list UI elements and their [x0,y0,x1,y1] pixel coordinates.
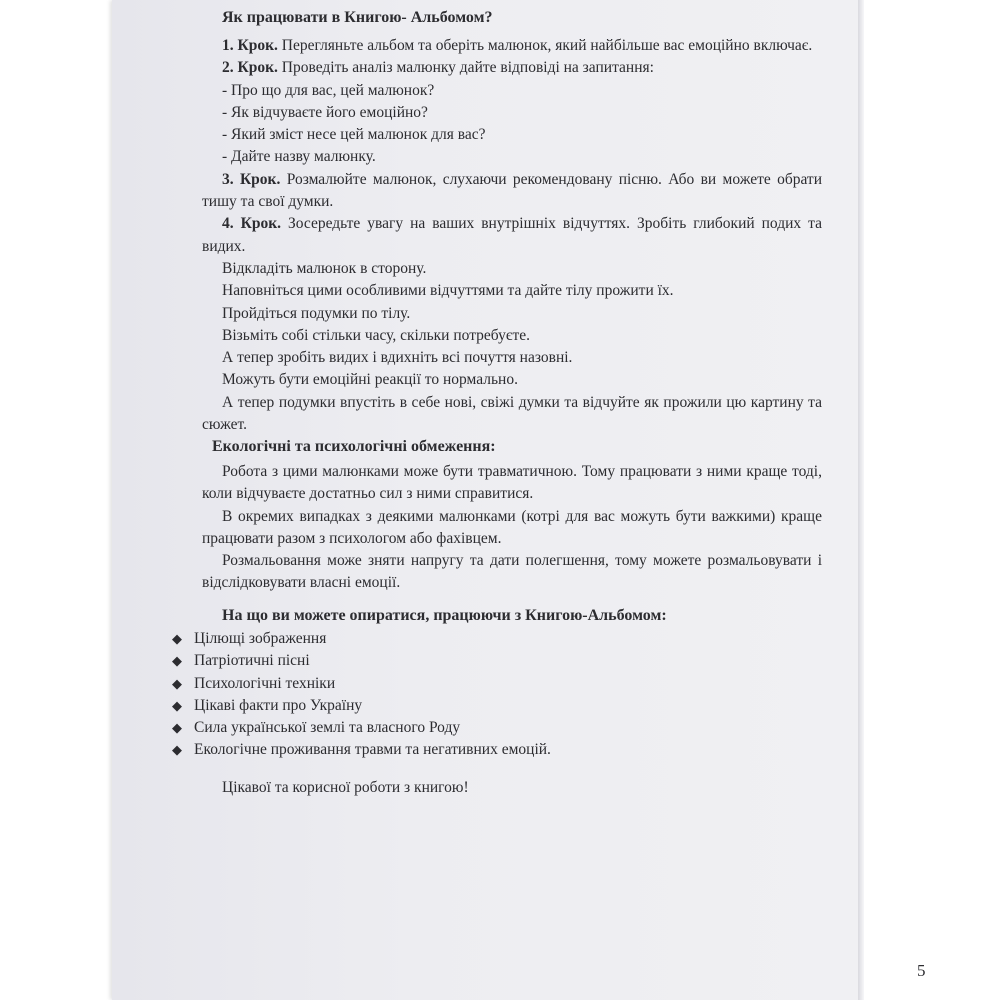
limit-2: В окремих випадках з деякими малюнками (котрі для вас можуть бути важкими) краще працювати разом з психологом або фахівцем. [202,507,822,547]
step-3-text: Розмалюйте малюнок, слухаючи рекомендовану пісню. Або ви можете обрати тишу та свої думки. [202,170,823,211]
diamond-bullet-icon: ◆ [172,631,182,646]
step-2-text: Проведіть аналіз малюнку дайте відповіді на запитання: [281,59,654,77]
question-2: - Як відчуваєте його емоційно? [222,103,428,121]
step-4-label: 4. Крок. [222,215,282,233]
question-3: - Який зміст несе цей малюнок для вас? [222,126,486,144]
list-item [172,628,551,650]
list-item [172,650,551,672]
diamond-bullet-icon: ◆ [172,697,182,713]
step-4 [202,213,822,258]
step-3-label: 3. Крок. [222,170,281,188]
step-4-final: А тепер подумки впустіть в себе нові, свіжі думки та відчуйте як прожили цю картину та сюжет. [202,393,822,434]
book-page [112,0,926,1000]
list-item-label: Цілющі зображення [194,630,327,647]
list-item-label: Сила української землі та власного Роду [194,719,461,737]
list-item [172,717,551,739]
limit-1: Робота з цими малюнками може бути травматичною. Тому працювати з ними краще тоді, коли відчуваєте достатньо сил з ними справитися. [202,463,822,503]
list-item-label: Екологічне проживання травми та негативних емоцій. [194,741,551,759]
step-4-text: Зосередьте увагу на ваших внутрішніх відчуттях. Зробіть глибокий подих та видих. [202,215,822,255]
main-heading: Як працювати в Книгою- Альбомом? [222,9,493,26]
diamond-bullet-icon: ◆ [172,653,182,669]
diamond-bullet-icon: ◆ [172,720,182,736]
list-item [172,695,551,717]
step-4-line-6: Можуть бути емоційні реакції то нормально. [222,371,518,389]
step-1-label: 1. Крок. [222,37,278,54]
diamond-bullet-icon: ◆ [172,675,182,691]
step-4-line-2: Наповніться цими особливими відчуттями та дайте тілу прожити їх. [222,282,674,300]
steps-section [202,35,822,436]
list-item [172,739,551,761]
step-1 [202,35,822,57]
list-item [172,673,551,695]
step-1-text: Перегляньте альбом та оберіть малюнок, який найбільше вас емоційно включає. [281,37,813,54]
page-edge [858,0,864,1000]
step-4-line-1: Відкладіть малюнок в сторону. [222,259,427,277]
closing-text: Цікавої та корисної роботи з книгою! [222,779,469,796]
support-list [172,628,551,762]
limits-section [202,461,822,595]
list-item-label: Цікаві факти про Україну [194,696,363,714]
page-number: 5 [917,961,926,980]
question-1: - Про що для вас, цей малюнок? [222,81,435,99]
step-2 [202,57,822,79]
list-item-label: Психологічні техніки [194,674,336,692]
step-4-line-5: А тепер зробіть видих і вдихніть всі почуття назовні. [222,349,573,367]
step-3 [202,169,822,214]
list-item-label: Патріотичні пісні [194,652,310,670]
step-4-line-4: Візьміть собі стільки часу, скільки потребуєте. [222,326,531,344]
limits-heading: Екологічні та психологічні обмеження: [212,438,496,455]
step-4-line-3: Пройдіться подумки по тілу. [222,304,411,322]
step-2-label: 2. Крок. [222,59,278,77]
limit-3: Розмальовання може зняти напругу та дати полегшення, тому можете розмальовувати і відслідковувати власні емоції. [202,552,822,592]
diamond-bullet-icon: ◆ [172,742,182,758]
support-heading: На що ви можете опиратися, працюючи з Книгою-Альбомом: [222,607,667,624]
question-4: - Дайте назву малюнку. [222,148,376,166]
